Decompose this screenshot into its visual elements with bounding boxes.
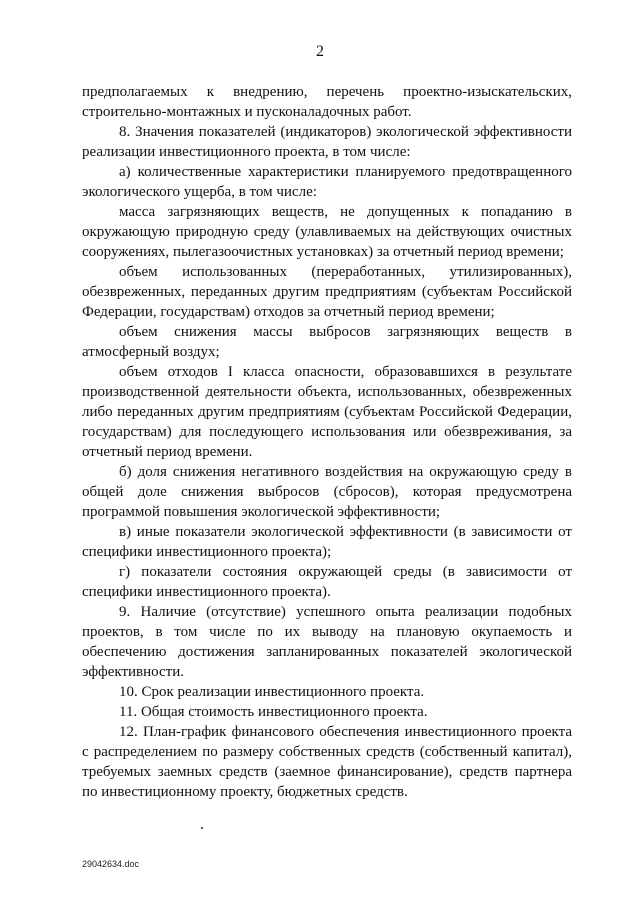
paragraph-pollutant-mass: масса загрязняющих веществ, не допущенных к попаданию в окружающую природную среду (улавливаемых на действующих очистных сооружениях, пылегазоочистных установках) за отчетный период времени; (82, 204, 572, 260)
document-body (82, 82, 572, 802)
scan-speck (201, 827, 203, 829)
paragraph-item-8g: г) показатели состояния окружающей среды (в зависимости от специфики инвестиционного проекта). (82, 564, 572, 600)
paragraph-item-9: 9. Наличие (отсутствие) успешного опыта реализации подобных проектов, в том числе по их выводу на плановую окупаемость и обеспечению достижения запланированных показателей экологической эффективности. (82, 604, 572, 680)
paragraph-item-12: 12. План-график финансового обеспечения инвестиционного проекта с распределением по размеру собственных средств (собственный капитал), требуемых заемных средств (заемное финансирование), средств партнера по инвестиционному проекту, бюджетных средств. (82, 724, 572, 800)
paragraph-waste-volume: объем использованных (переработанных, утилизированных), обезвреженных, переданных другим предприятиям (субъектам Российской Федерации, государствам) отходов за отчетный период времени; (82, 264, 572, 320)
paragraph-item-8v: в) иные показатели экологической эффективности (в зависимости от специфики инвестиционного проекта); (82, 524, 572, 560)
paragraph-hazard-class-waste: объем отходов I класса опасности, образовавшихся в результате производственной деятельности объекта, использованных, обезвреженных либо переданных другим предприятиям (субъектам Российской Федерации, государствам) для последующего использования или обезвреживания, за отчетный период времени. (82, 364, 572, 460)
paragraph-item-8b: б) доля снижения негативного воздействия на окружающую среду в общей доле снижения выбросов (сбросов), которая предусмотрена программой повышения экологической эффективности; (82, 464, 572, 520)
footer-file-name: 29042634.doc (82, 859, 140, 869)
paragraph-item-10: 10. Срок реализации инвестиционного проекта. (119, 684, 425, 700)
page-number: 2 (316, 43, 324, 60)
paragraph-item-8a: а) количественные характеристики планируемого предотвращенного экологического ущерба, в том числе: (82, 164, 572, 200)
paragraph-continuation: предполагаемых к внедрению, перечень проектно-изыскательских, строительно-монтажных и пусконаладочных работ. (82, 84, 572, 120)
paragraph-item-11: 11. Общая стоимость инвестиционного проекта. (119, 704, 428, 720)
paragraph-item-8: 8. Значения показателей (индикаторов) экологической эффективности реализации инвестиционного проекта, в том числе: (82, 124, 572, 160)
paragraph-emissions-reduction: объем снижения массы выбросов загрязняющих веществ в атмосферный воздух; (82, 324, 572, 360)
